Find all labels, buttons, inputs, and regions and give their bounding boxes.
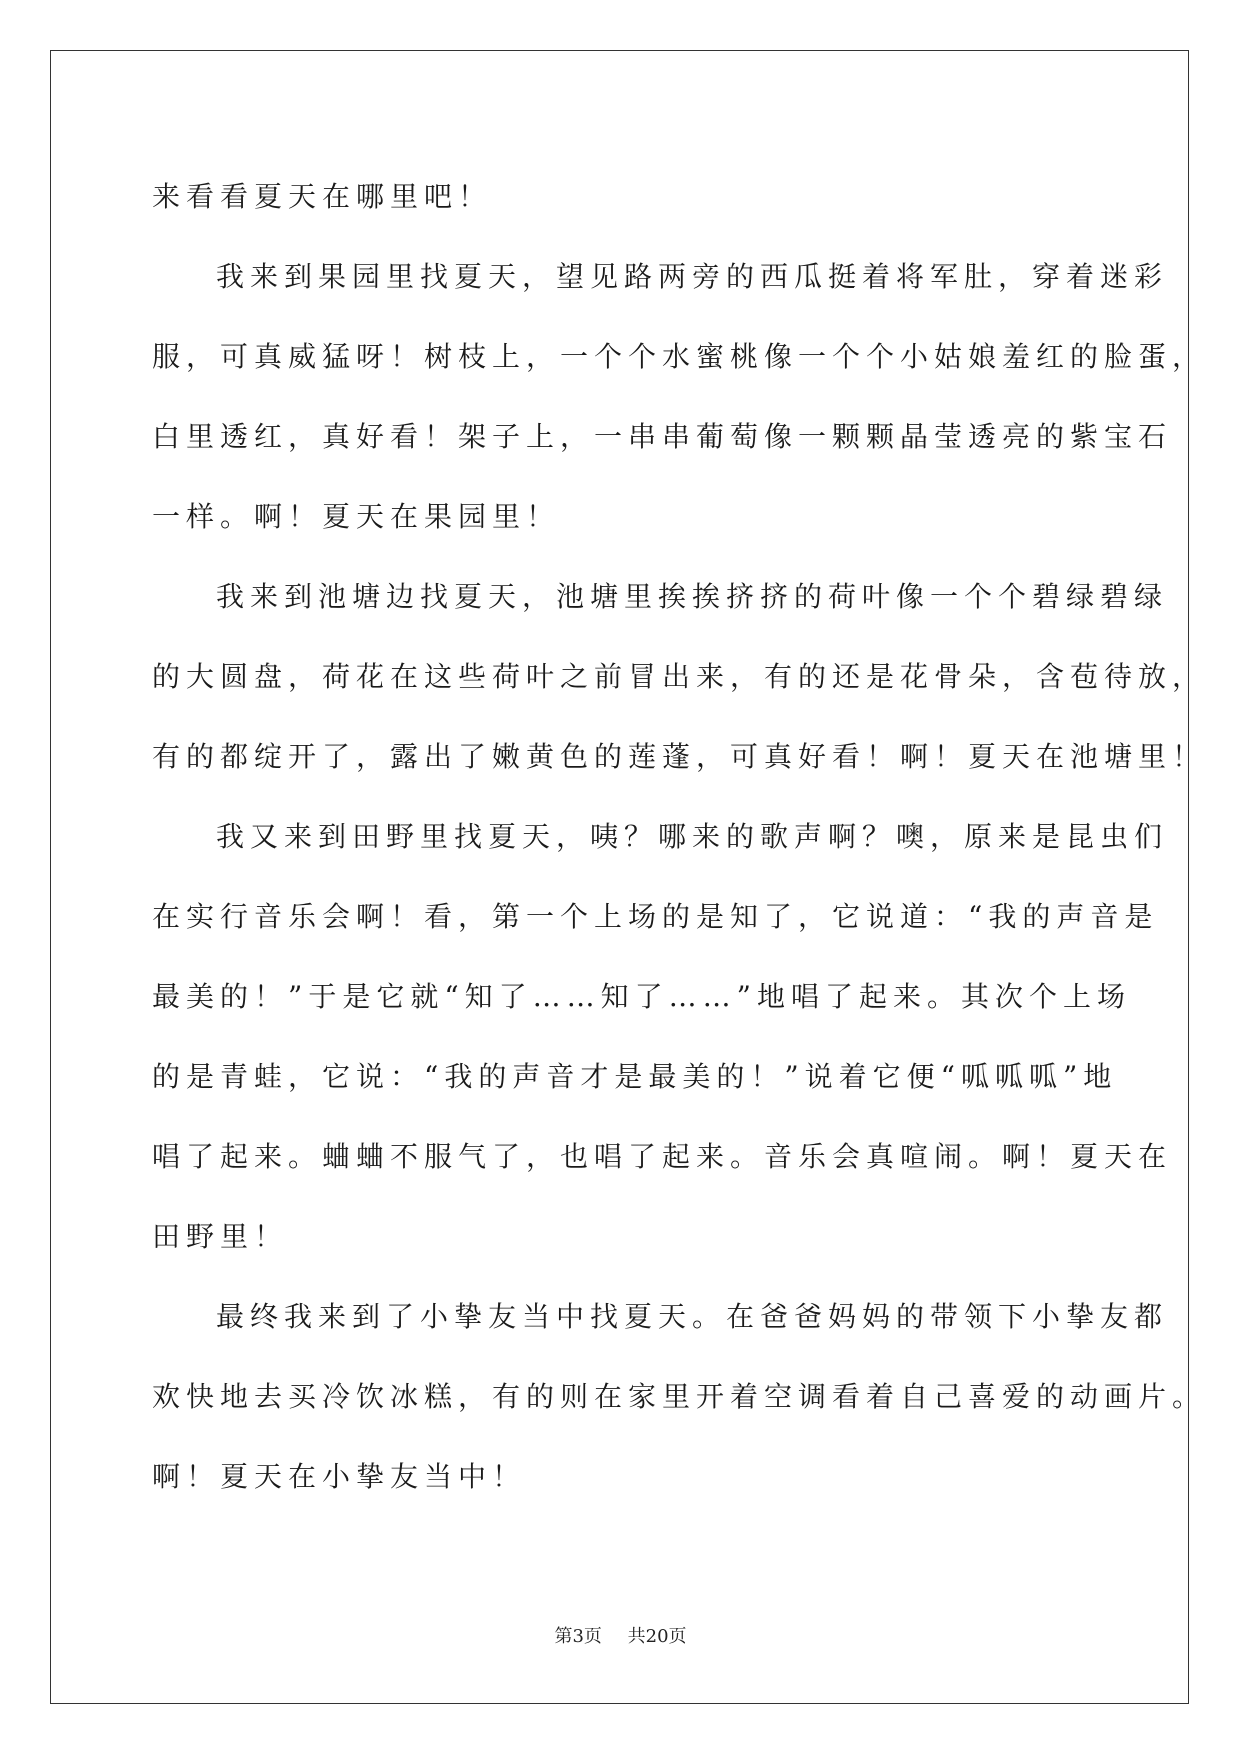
text-line: 最美的！”于是它就“知了……知了……”地唱了起来。其次个上场 (152, 980, 1131, 1013)
text-line: 有的都绽开了，露出了嫩黄色的莲蓬，可真好看！啊！夏天在池塘里！ (152, 740, 1207, 773)
paragraph-start-line: 我又来到田野里找夏天，咦？哪来的歌声啊？噢，原来是昆虫们 (216, 820, 1169, 853)
document-body (152, 157, 1207, 1517)
text-line: 唱了起来。蛐蛐不服气了，也唱了起来。音乐会真喧闹。啊！夏天在 (152, 1140, 1173, 1173)
text-line: 田野里！ (152, 1220, 289, 1253)
text-line: 啊！夏天在小挚友当中！ (152, 1460, 527, 1493)
page-number: 第3页 (554, 1626, 602, 1647)
paragraph-start-line: 最终我来到了小挚友当中找夏天。在爸爸妈妈的带领下小挚友都 (216, 1300, 1169, 1333)
text-line: 来看看夏天在哪里吧！ (152, 180, 493, 213)
paragraph-start-line: 我来到果园里找夏天，望见路两旁的西瓜挺着将军肚，穿着迷彩 (216, 260, 1169, 293)
text-line: 服，可真威猛呀！树枝上，一个个水蜜桃像一个个小姑娘羞红的脸蛋， (152, 340, 1207, 373)
text-line: 在实行音乐会啊！看，第一个上场的是知了，它说道：“我的声音是 (152, 900, 1159, 933)
text-line: 欢快地去买冷饮冰糕，有的则在家里开着空调看着自己喜爱的动画片。 (152, 1380, 1207, 1413)
text-line: 白里透红，真好看！架子上，一串串葡萄像一颗颗晶莹透亮的紫宝石 (152, 420, 1173, 453)
paragraph-start-line: 我来到池塘边找夏天，池塘里挨挨挤挤的荷叶像一个个碧绿碧绿 (216, 580, 1169, 613)
text-line: 一样。啊！夏天在果园里！ (152, 500, 561, 533)
text-line: 的大圆盘，荷花在这些荷叶之前冒出来，有的还是花骨朵，含苞待放， (152, 660, 1207, 693)
text-line: 的是青蛙，它说：“我的声音才是最美的！”说着它便“呱呱呱”地 (152, 1060, 1118, 1093)
page-footer (0, 1622, 1241, 1648)
total-pages: 共20页 (627, 1626, 687, 1647)
